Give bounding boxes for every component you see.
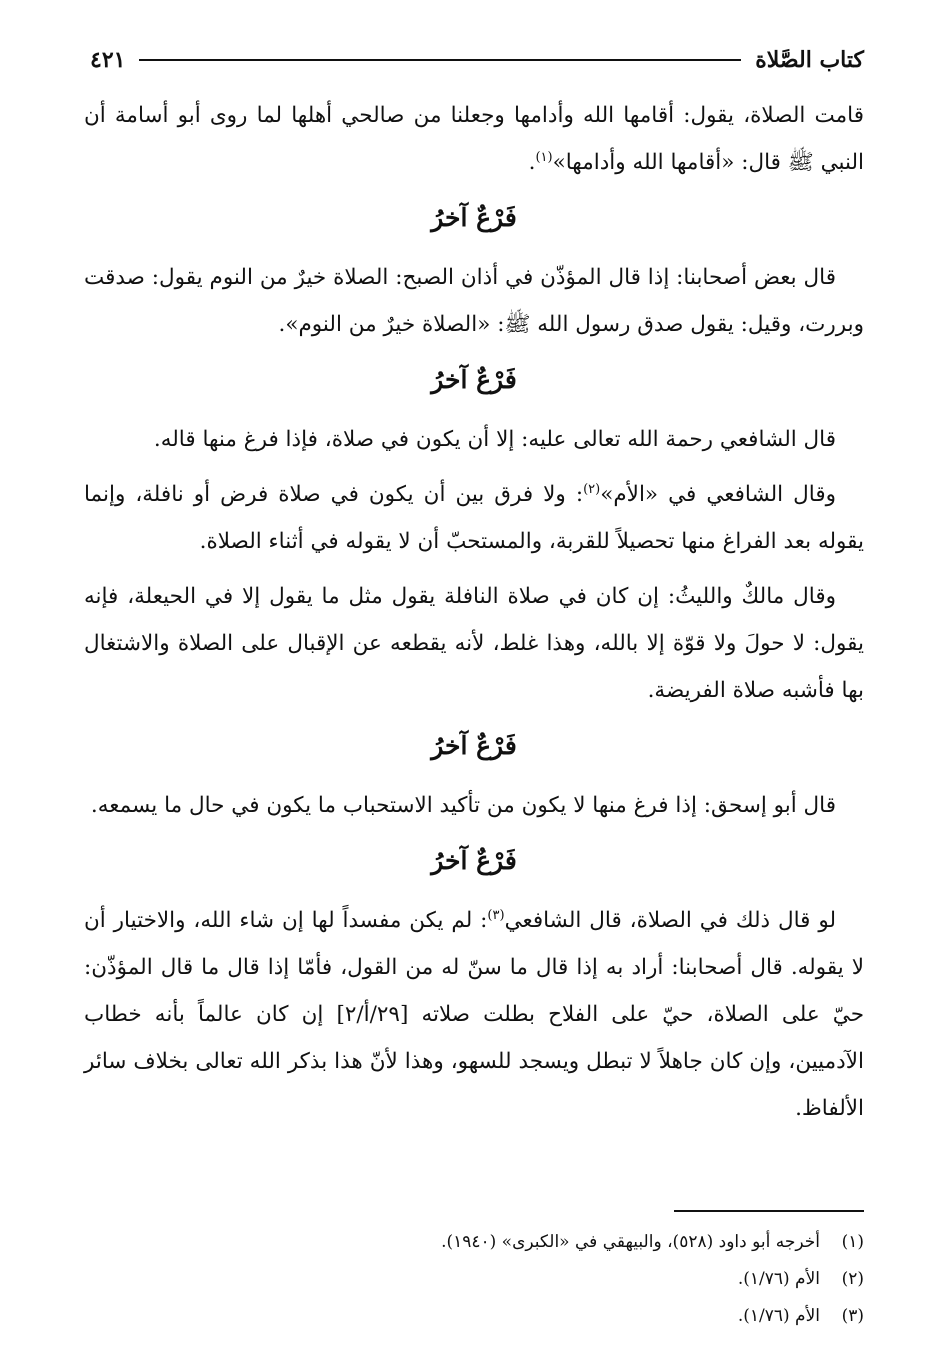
paragraph-5: وقال مالكٌ والليثُ: إن كان في صلاة النافلة يقول مثل ما يقول إلا في الحيعلة، فإنه يقول: لا حولَ ولا قوّة إلا بالله، وهذا غلط، لأنه يقطعه عن الإقبال على الصلاة والاشتغال بها فأشبه صلاة الفريضة. bbox=[84, 584, 864, 703]
footnote-marker-3: (٣) bbox=[487, 907, 505, 923]
footnote-2-text: الأم (١/٧٦). bbox=[737, 1269, 820, 1289]
header-rule bbox=[139, 59, 741, 61]
footnote-3-number: (٣) bbox=[841, 1306, 864, 1326]
section-heading-4: فَرْعٌ آخرُ bbox=[431, 846, 517, 875]
page-number: ٤٢١ bbox=[90, 47, 126, 73]
paragraph-2: قال بعض أصحابنا: إذا قال المؤذّن في أذان الصبح: الصلاة خيرٌ من النوم يقول: صدقت وبررت، وقيل: يقول صدق رسول الله ﷺ: «الصلاة خيرٌ من النوم». bbox=[84, 265, 864, 337]
footnote-1-text: أخرجه أبو داود (٥٢٨)، والبيهقي في «الكبرى» (١٩٤٠). bbox=[441, 1232, 820, 1252]
paragraph-3: قال الشافعي رحمة الله تعالى عليه: إلا أن يكون في صلاة، فإذا فرغ منها قاله. bbox=[153, 427, 836, 452]
section-heading-2: فَرْعٌ آخرُ bbox=[431, 365, 517, 394]
footnote-1-number: (١) bbox=[841, 1232, 864, 1252]
paragraph-1: قامت الصلاة، يقول: أقامها الله وأدامها وجعلنا من صالحي أهلها لما روى أبو أسامة أن النبي ﷺ قال: «أقامها الله وأدامها»$^{(١)}$. bbox=[84, 103, 864, 175]
paragraph-7-text-a: لو قال ذلك في الصلاة، قال الشافعي bbox=[504, 908, 836, 933]
section-heading-3: فَرْعٌ آخرُ bbox=[431, 731, 517, 760]
section-heading-1: فَرْعٌ آخرُ bbox=[431, 203, 517, 232]
page-header bbox=[90, 40, 864, 80]
footnotes bbox=[84, 1210, 864, 1335]
footnote-marker-1: (١) bbox=[535, 149, 553, 165]
footnote-3 bbox=[84, 1298, 864, 1335]
footnote-marker-2: (٢) bbox=[583, 481, 601, 497]
paragraph-6: قال أبو إسحق: إذا فرغ منها لا يكون من تأكيد الاستحباب ما يكون في حال ما يسمعه. bbox=[90, 793, 836, 818]
book-section-title: كتاب الصَّلاة bbox=[755, 47, 864, 73]
footnote-3-text: الأم (١/٧٦). bbox=[737, 1306, 820, 1326]
paragraph-4-text-a: وقال الشافعي في «الأم» bbox=[600, 482, 836, 507]
main-text bbox=[84, 92, 864, 1140]
paragraph-1-text: قامت الصلاة، يقول: أقامها الله وأدامها وجعلنا من صالحي أهلها لما روى أبو أسامة أن النبي ﷺ قال: «أقامها الله وأدامها» bbox=[84, 103, 864, 175]
footnote-2 bbox=[84, 1261, 864, 1298]
paragraph-7-text-b: : لم يكن مفسداً لها إن شاء الله، والاختيار أن لا يقوله. قال أصحابنا: أراد به إذا قال ما سنّ له من القول، فأمّا إذا قال ما قال المؤذّن: حيّ على الصلاة، حيّ على الفلاح بطلت صلاته [٢٩/أ/٢] إن كان عالماً بأنه خطاب الآدميين، وإن كان جاهلاً لا تبطل ويسجد للسهو، وهذا لأنّ هذا بذكر الله تعالى بخلاف سائر الألفاظ. bbox=[84, 908, 864, 1121]
footnote-2-number: (٢) bbox=[841, 1269, 864, 1289]
paragraph-4 bbox=[84, 471, 864, 565]
footnote-rule bbox=[674, 1210, 864, 1212]
paragraph-4-text-b: : ولا فرق بين أن يكون في صلاة فرض أو نافلة، وإنما يقوله بعد الفراغ منها تحصيلاً للقربة، والمستحبّ أن لا يقوله في أثناء الصلاة. bbox=[84, 482, 864, 554]
footnote-1 bbox=[84, 1224, 864, 1261]
paragraph-7 bbox=[84, 897, 864, 1132]
